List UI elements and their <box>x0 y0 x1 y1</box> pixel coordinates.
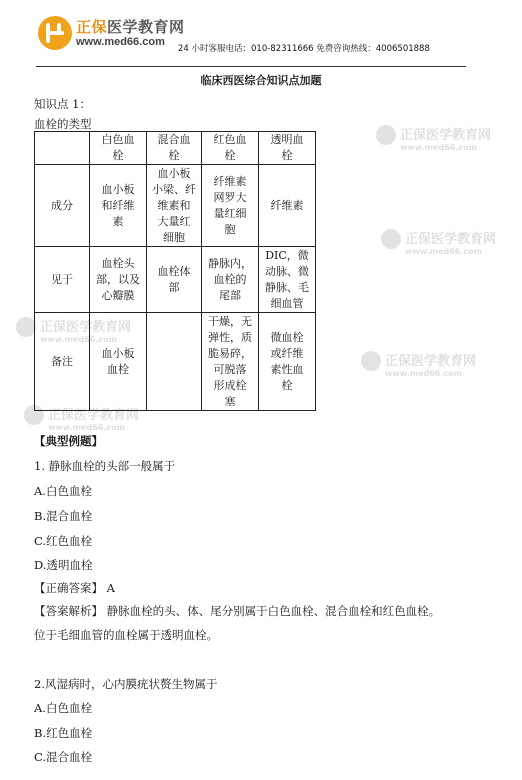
question-1-analysis-continued: 位于毛细血管的血栓属于透明血栓。 <box>34 628 218 642</box>
table-cell: 备注 <box>35 313 90 411</box>
question-1-answer: 【正确答案】 A <box>34 581 115 595</box>
table-header-cell: 红色血 栓 <box>202 132 259 165</box>
table-cell: 血栓头 部，以及 心瓣膜 <box>90 247 147 313</box>
question-2-option-a: A.白色血栓 <box>34 701 92 715</box>
table-cell: 成分 <box>35 165 90 247</box>
question-1-option-c: C.红色血栓 <box>34 534 93 548</box>
watermark: 正保医学教育网 www.med66.com <box>405 228 496 256</box>
question-2-option-b: B.红色血栓 <box>34 726 93 740</box>
table-row <box>35 165 316 247</box>
question-1-option-a: A.白色血栓 <box>34 484 92 498</box>
brand-name-main: 正保 <box>76 18 108 36</box>
section-label: 知识点 1： <box>34 97 91 111</box>
table-cell: 见于 <box>35 247 90 313</box>
watermark: 正保医学教育网 www.med66.com <box>385 350 476 378</box>
document-title: 临床西医综合知识点加题 <box>200 74 322 87</box>
hotline-text: 24 小时客服电话：010-82311666 免费咨询热线：4006501888 <box>178 44 430 54</box>
table-row <box>35 247 316 313</box>
table-cell: 血小板 和纤维 素 <box>90 165 147 247</box>
table-cell: 微血栓 或纤维 素性血 栓 <box>259 313 316 411</box>
table-cell: 血栓体 部 <box>147 247 202 313</box>
table-cell: DIC，微 动脉、微 静脉、毛 细血管 <box>259 247 316 313</box>
header-divider <box>36 66 466 67</box>
logo-icon <box>38 16 72 50</box>
table-cell: 静脉内， 血栓的 尾部 <box>202 247 259 313</box>
brand-name <box>76 16 185 37</box>
table-caption: 血栓的类型 <box>34 117 92 131</box>
question-1-option-d: D.透明血栓 <box>34 558 93 572</box>
watermark: 正保医学教育网 www.med66.com <box>48 404 139 432</box>
question-1-analysis: 【答案解析】 静脉血栓的头、体、尾分别属于白色血栓、混合血栓和红色血栓。 <box>34 604 441 618</box>
table-cell <box>147 313 202 411</box>
table-cell: 纤维素 <box>259 165 316 247</box>
table-cell: 血小板 小梁、纤 维素和 大量红 细胞 <box>147 165 202 247</box>
table-row <box>35 313 316 411</box>
table-header-row <box>35 132 316 165</box>
question-2-stem: 2.风湿病时，心内膜疣状赘生物属于 <box>34 677 218 691</box>
watermark: 正保医学教育网 www.med66.com <box>400 124 491 152</box>
example-heading: 【典型例题】 <box>34 434 103 448</box>
question-1-stem: 1. 静脉血栓的头部一般属于 <box>34 459 176 473</box>
brand-url: www.med66.com <box>76 36 165 48</box>
question-2-option-c: C.混合血栓 <box>34 750 93 764</box>
watermark: 正保医学教育网 www.med66.com <box>40 316 131 344</box>
table-header-cell: 混合血 栓 <box>147 132 202 165</box>
table-cell: 干燥，无 弹性，质 脆易碎， 可脱落 形成栓 塞 <box>202 313 259 411</box>
table-cell: 血小板 血栓 <box>90 313 147 411</box>
brand-name-rest: 医学教育网 <box>107 18 185 36</box>
question-1-option-b: B.混合血栓 <box>34 509 93 523</box>
thrombus-types-table <box>34 131 316 411</box>
table-cell: 纤维素 网罗大 量红细 胞 <box>202 165 259 247</box>
page-header <box>0 0 522 68</box>
table-header-cell <box>35 132 90 165</box>
table-header-cell: 透明血 栓 <box>259 132 316 165</box>
table-header-cell: 白色血 栓 <box>90 132 147 165</box>
